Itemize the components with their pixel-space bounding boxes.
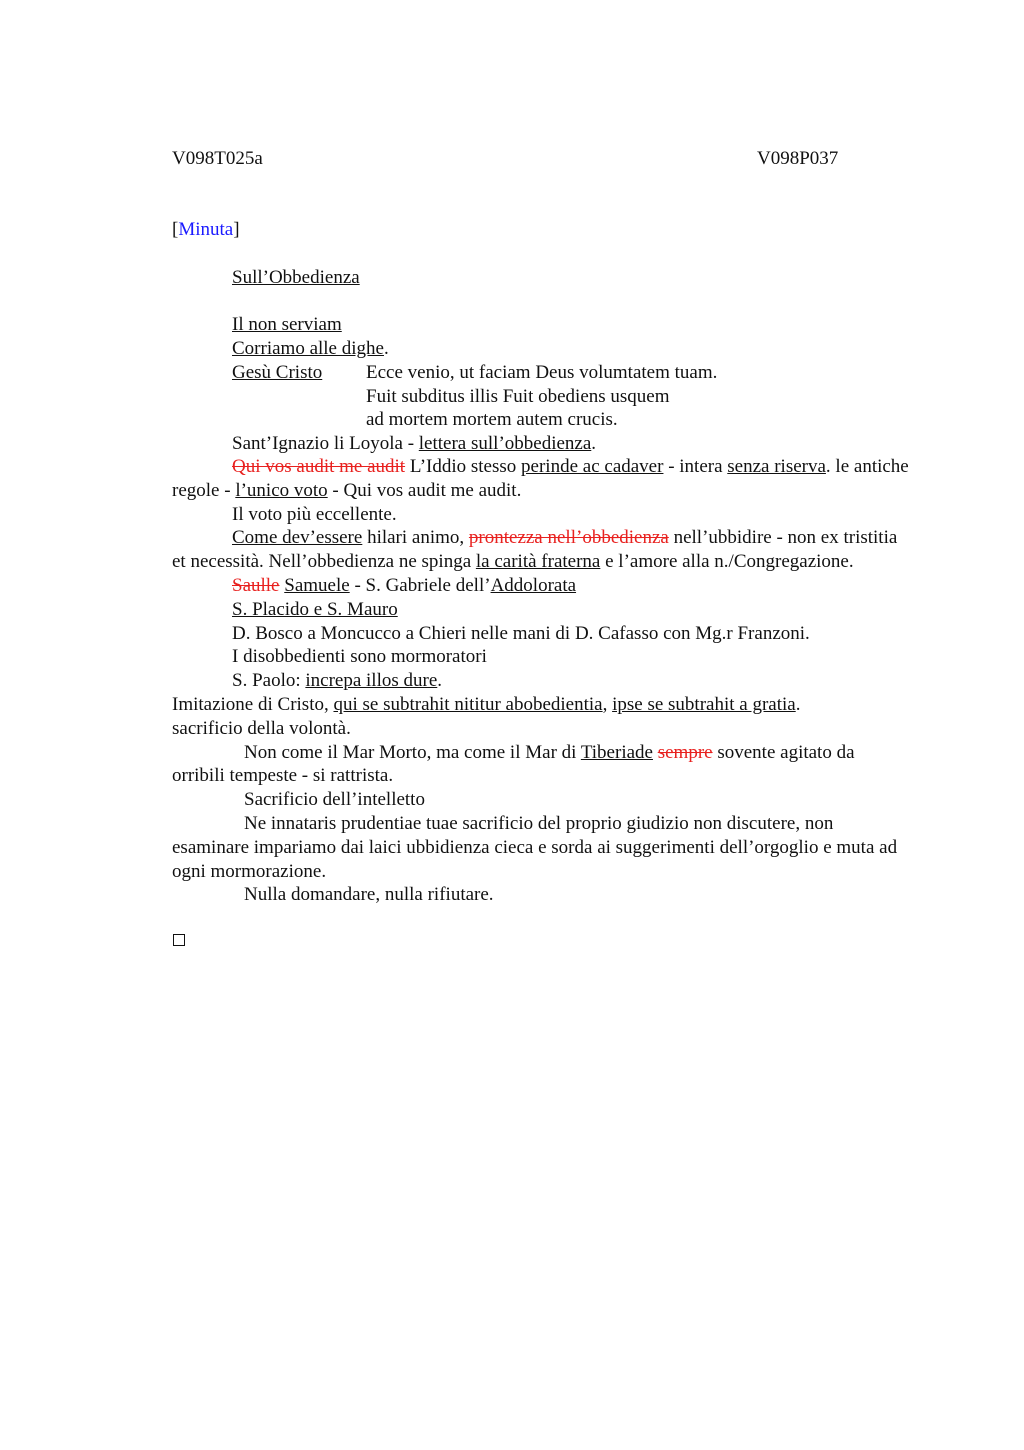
paragraph-innataris: Ne innataris prudentiae tuae sacrificio del proprio giudizio non discutere, non esaminare impariamo dai laici ubbidienza cieca e sorda ai suggerimenti dell’orgoglio e muta ad ogni mormorazione.: [172, 812, 898, 882]
line-gesu-cristo-label: Gesù Cristo: [232, 362, 323, 383]
line-corriamo: Corriamo alle dighe.: [232, 338, 389, 359]
line-fuit-subditus: Fuit subditus illis Fuit obediens usquem: [366, 386, 670, 407]
line-sant-ignazio: Sant’Ignazio li Loyola - lettera sull’obbedienza.: [232, 433, 597, 454]
deleted-text: sempre: [657, 741, 713, 763]
paragraph-mar-morto: Non come il Mar Morto, ma come il Mar di Tiberiade sempre sovente agitato da orribili tempeste - si rattrista.: [172, 741, 855, 787]
deleted-text: prontezza nell’obbedienza: [468, 527, 669, 549]
document-body: [172, 455, 912, 907]
line-placido-mauro: S. Placido e S. Mauro: [232, 598, 398, 620]
end-square-marker: [173, 934, 185, 946]
minuta-label: [172, 218, 240, 242]
deleted-text: Saulle: [232, 574, 280, 596]
line-sacrificio-intelletto: Sacrificio dell’intelletto: [244, 789, 425, 811]
document-title: Sull’Obbedienza: [232, 267, 360, 288]
bracket-close: ]: [233, 219, 240, 240]
paragraph-come-dev-essere: Come dev’essere hilari animo, prontezza nell’obbedienza nell’ubbidire - non ex tristitia et necessità. Nell’obbedienza ne spinga la carità fraterna e l’amore alla n./Congregazione.: [172, 527, 898, 573]
line-disobbedienti: I disobbedienti sono mormoratori: [232, 646, 487, 668]
line-ad-mortem: ad mortem mortem autem crucis.: [366, 409, 618, 430]
deleted-text: Qui vos audit me audit: [232, 456, 406, 477]
line-bosco: D. Bosco a Moncucco a Chieri nelle mani di D. Cafasso con Mg.r Franzoni.: [232, 622, 810, 644]
header-right-code: V098P037: [757, 148, 839, 169]
line-sacrificio-volonta: sacrificio della volontà.: [172, 717, 351, 739]
line-ecce-venio: Ecce venio, ut faciam Deus volumtatem tuam.: [366, 362, 718, 383]
line-voto-eccellente: Il voto più eccellente.: [232, 503, 397, 525]
line-samuele: Saulle Samuele - S. Gabriele dell’Addolorata: [232, 574, 577, 596]
line-s-paolo: S. Paolo: increpa illos dure.: [232, 670, 443, 692]
paragraph-perinde: Qui vos audit me audit L’Iddio stesso perinde ac cadaver - intera senza riserva. le antiche regole - l’unico voto - Qui vos audit me audit.: [172, 456, 909, 501]
line-imitazione: Imitazione di Cristo, qui se subtrahit nititur abobedientia, ipse se subtrahit a gratia.: [172, 693, 801, 715]
line-non-serviam: Il non serviam: [232, 314, 342, 335]
line-nulla-domandare: Nulla domandare, nulla rifiutare.: [244, 884, 494, 906]
header-left-code: V098T025a: [172, 148, 263, 169]
bracket-open: [: [172, 219, 179, 240]
minuta-text: Minuta: [178, 219, 234, 240]
